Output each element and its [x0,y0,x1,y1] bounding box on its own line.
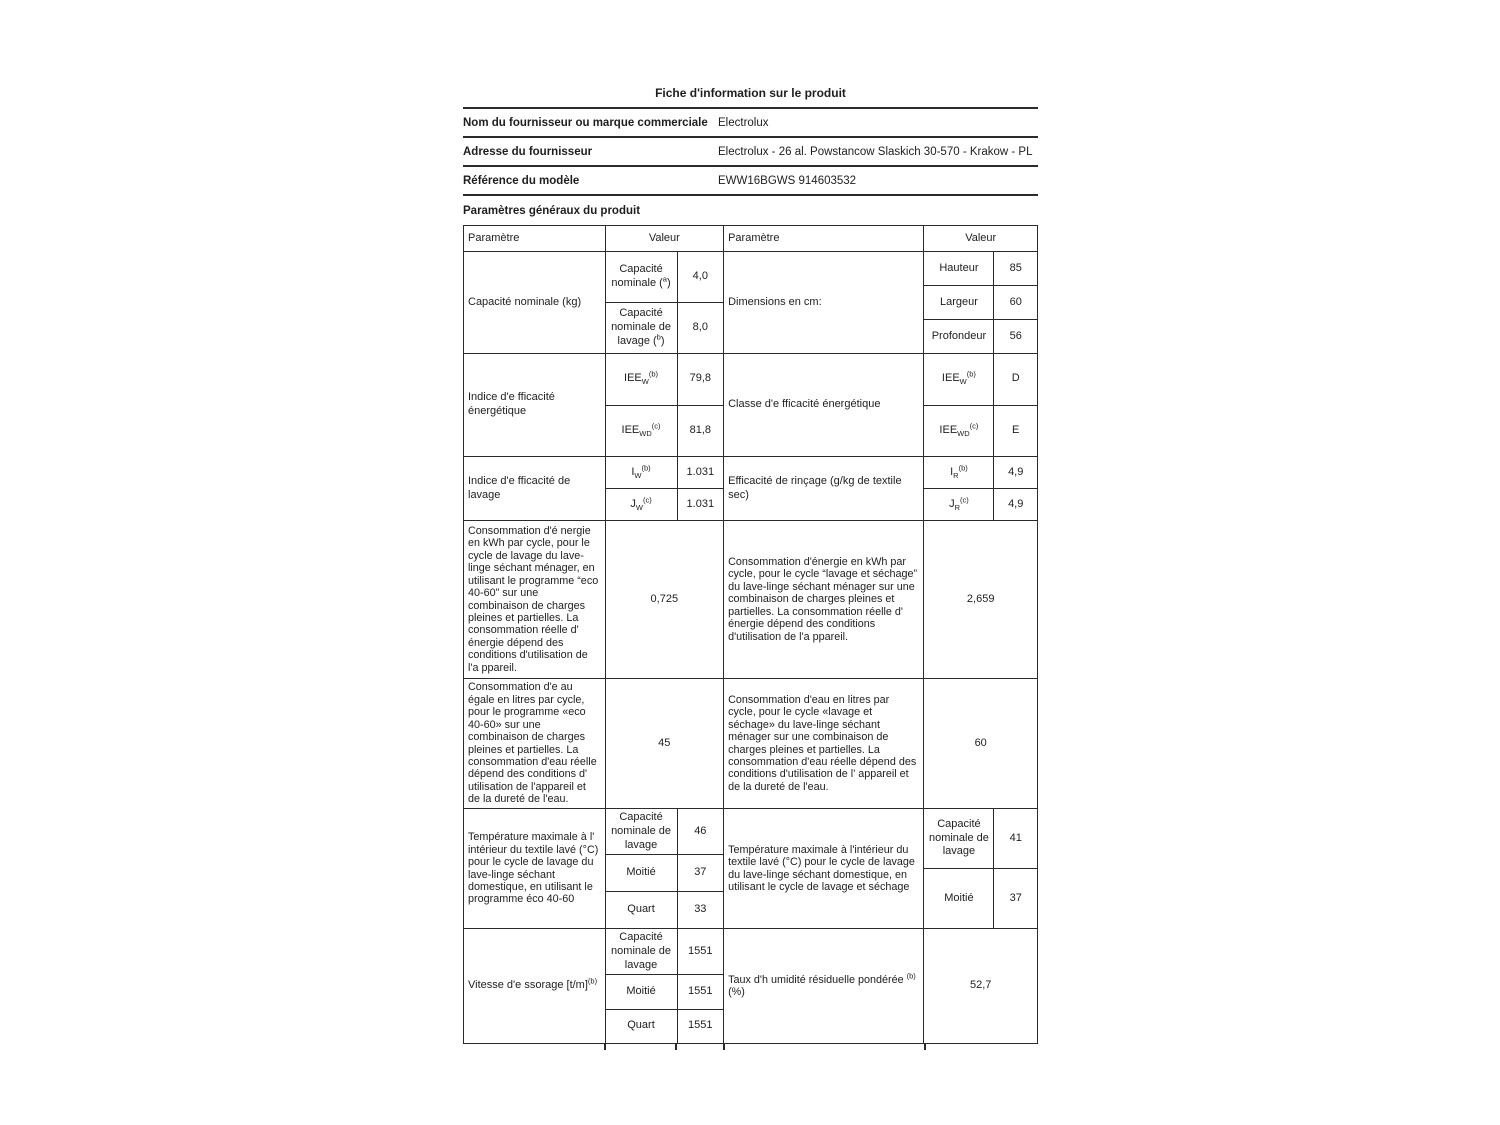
model-reference-label: Référence du modèle [463,174,580,187]
value-cell: 37 [993,869,1037,928]
sub-row [606,891,724,928]
value-cell: 4,0 [677,252,724,302]
merged-value-cell: 60 [923,679,1037,808]
supplier-name-value: Electrolux [718,116,769,129]
table-row-water-consumption [464,678,1037,808]
value-cell: 41 [993,809,1037,868]
merged-value-cell: 0,725 [605,521,724,678]
value-cell: 85 [993,252,1037,285]
value-cell: 1551 [677,1010,724,1043]
sub-label-cell: Quart [627,903,655,916]
value-cell: 8,0 [677,303,724,353]
sub-row [924,457,1037,488]
sub-row [606,929,724,974]
sub-row [606,457,724,488]
general-parameters-table [463,225,1038,1044]
sub-row [606,854,724,891]
sub-row [924,252,1037,285]
sub-row [606,1009,724,1043]
sub-table [605,354,724,456]
sub-row [606,809,724,854]
param-cell: Température maximale à l'intérieur du textile lavé (°C) pour le cycle de lavage du lave-linge séchant domestique, en utilisant le cycle de lavage et séchage [723,809,923,928]
table-row-washing-index [464,456,1037,520]
header-value-right: Valeur [923,226,1037,251]
value-cell: 60 [993,286,1037,319]
param-cell: Consommation d'énergie en kWh par cycle, pour le cycle “lavage et séchage” du lave-linge séchant ménager sur une combinaison de charges pleines et partielles. La consommation réelle d' énergie dépend des conditions d'utilisation de l'a ppareil. [723,521,923,678]
merged-value-cell: 52,7 [923,929,1037,1043]
param-cell: Taux d'h umidité résiduelle pondérée $^{(b)}$ (%) [723,929,923,1043]
table-row-spin-speed [464,928,1037,1043]
sub-label-cell: Capacité nominale de lavage [611,931,671,971]
sub-row [924,319,1037,353]
sub-table [923,354,1037,456]
sub-label-cell: Quart [627,1019,655,1032]
sub-label-cell: Profondeur [931,329,987,342]
value-cell: 1.031 [677,457,724,488]
sub-label-cell: Largeur [939,295,978,308]
param-cell: Consommation d'eau en litres par cycle, pour le cycle «lavage et séchage» du lave-linge séchant ménager sur une combinaison de charges pleines et partielles. La consommation d'eau réelle dépend des conditions d'utilisation de l' appareil et de la dureté de l'eau. [723,679,923,808]
table-row-capacity [464,251,1037,353]
sub-table [605,929,724,1043]
header-param-left: Paramètre [468,231,520,244]
table-row-energy-consumption [464,520,1037,678]
sub-label-cell: $J_W^{(c)}$ [630,494,652,512]
sub-label-cell: Moitié [626,985,656,998]
sub-label-cell: $IEE_W^{(b)}$ [941,369,976,387]
sub-row [924,809,1037,868]
param-cell: Capacité nominale (kg) [468,295,582,308]
value-cell: 81,8 [677,406,724,457]
sub-table [923,457,1037,520]
sub-label-cell: Capacité nominale ($^a$) [611,263,671,289]
sub-label-cell: Capacité nominale de lavage ($^b$) [611,307,671,347]
product-information-sheet [463,86,1038,1050]
param-cell: Dimensions en cm: [723,252,923,353]
sub-row [924,405,1037,457]
model-reference-value: EWW16BGWS 914603532 [718,174,857,187]
supplier-name-label: Nom du fournisseur ou marque commerciale [463,116,708,129]
sub-label-cell: $IEE_{WD}^{(c)}$ [621,421,661,439]
param-cell: Indice d'e fficacité énergétique [468,391,555,417]
sub-table [605,809,724,928]
sub-label-cell: Capacité nominale de lavage [928,817,989,858]
section-title: Paramètres généraux du produit [463,205,641,217]
value-cell: 1551 [677,929,724,974]
sub-label-cell: Moitié [626,866,656,879]
value-cell: 46 [677,809,724,854]
merged-value-cell: 45 [605,679,724,808]
value-cell: D [993,354,1037,405]
sub-label-cell: $IEE_W^{(b)}$ [624,369,659,387]
sub-label-cell: $I_R^{(b)}$ [950,462,968,480]
header-param-right: Paramètre [723,226,923,251]
header-value-left: Valeur [605,226,724,251]
param-cell: Classe d'e fficacité énergétique [723,354,923,456]
supplier-address-row [463,138,1038,167]
supplier-address-value: Electrolux - 26 al. Powstancow Slaskich 30-570 - Krakow - PL [718,145,1033,158]
sub-row [924,868,1037,928]
value-cell: 1.031 [677,489,724,520]
sub-row [924,285,1037,319]
sub-table [605,252,724,353]
param-cell: Vitesse d'e ssorage $[t/m]^{(b)}$ [468,976,598,992]
value-cell: E [993,406,1037,457]
value-cell: 4,9 [993,457,1037,488]
sub-row [606,405,724,457]
value-cell: 37 [677,855,724,891]
param-cell: Température maximale à l' intérieur du textile lavé (°C) pour le cycle de lavage du lave-linge séchant domestique, en utilisant le programme éco 40-60 [468,831,599,906]
table-row-max-temperature [464,808,1037,928]
merged-value-cell: 2,659 [923,521,1037,678]
sub-row [606,302,724,353]
param-cell: Indice d'e fficacité de lavage [468,474,571,501]
sub-row [924,488,1037,520]
sub-row [924,354,1037,405]
table-divider-stub [463,1044,1038,1050]
supplier-name-row [463,109,1038,138]
value-cell: 4,9 [993,489,1037,520]
sub-label-cell: $J_R^{(c)}$ [949,494,969,512]
param-cell: Consommation d'e au égale en litres par cycle, pour le programme «eco 40-60» sur une combinaison de charges pleines et partielles. La consommation d'eau réelle dépend des conditions d' utilisation de l'appareil et de la dureté de l'eau. [468,681,597,806]
param-cell: Consommation d'é nergie en kWh par cycle, pour le cycle de lavage du lave- linge séchant ménager, en utilisant le programme “eco 40-60” sur une combinaison de charges pleines et partielles. La consommation réelle d' énergie dépend des conditions d'utilisation de l'a ppareil. [468,525,599,674]
doc-title: Fiche d'information sur le produit [463,86,1038,109]
sub-table [605,457,724,520]
sub-row [606,252,724,302]
sub-label-cell: $I_W^{(b)}$ [631,462,651,480]
supplier-address-label: Adresse du fournisseur [463,145,593,158]
table-header-row [464,226,1037,251]
sub-label-cell: $IEE_{WD}^{(c)}$ [939,421,979,439]
sub-table [923,252,1037,353]
model-reference-row [463,167,1038,196]
sub-label-cell: Capacité nominale de lavage [611,811,671,851]
value-cell: 33 [677,892,724,928]
sub-row [606,354,724,405]
sub-row [606,974,724,1008]
value-cell: 56 [993,320,1037,353]
sub-label-cell: Hauteur [939,261,979,274]
value-cell: 1551 [677,975,724,1008]
sub-table [923,809,1037,928]
value-cell: 79,8 [677,354,724,405]
table-row-energy-index [464,353,1037,456]
param-cell: Efficacité de rinçage (g/kg de textile sec) [723,457,923,520]
sub-label-cell: Moitié [944,891,974,904]
sub-row [606,488,724,520]
